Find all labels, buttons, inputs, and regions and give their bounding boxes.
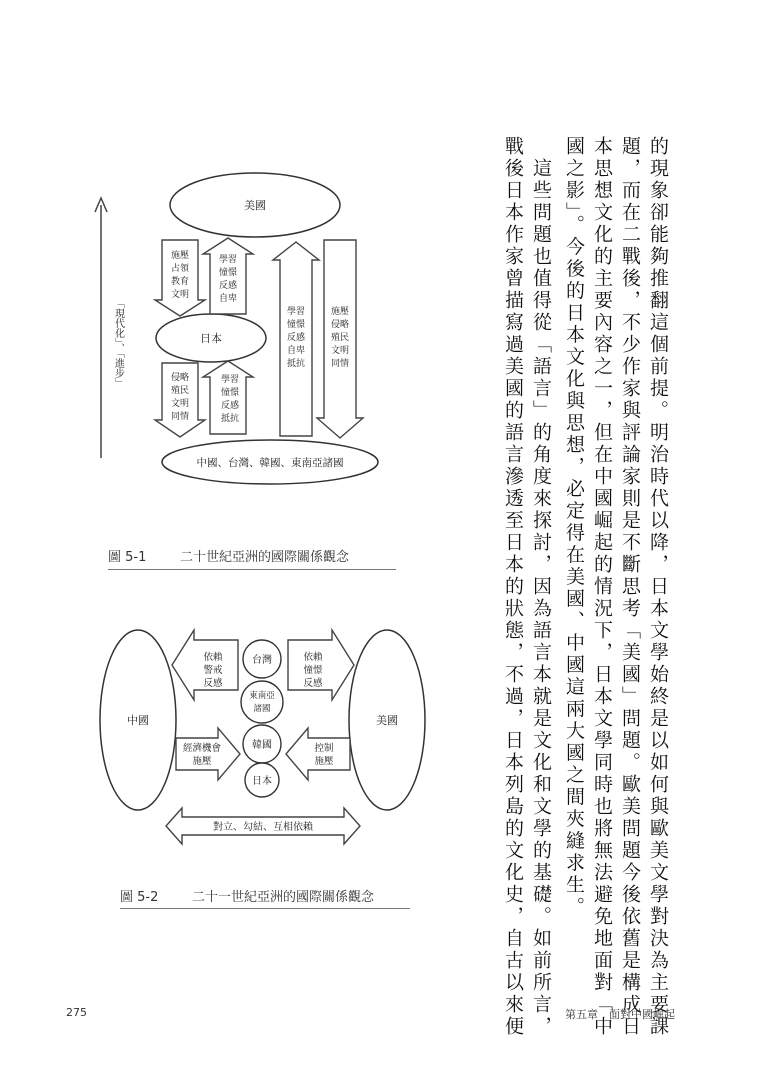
figure-5-1 bbox=[95, 173, 378, 484]
svg-text:施壓: 施壓 bbox=[330, 307, 350, 317]
svg-text:教育: 教育 bbox=[170, 277, 190, 287]
svg-text:抵抗: 抵抗 bbox=[220, 414, 240, 424]
svg-text:反感: 反感 bbox=[218, 281, 238, 291]
svg-text:侵略: 侵略 bbox=[330, 320, 350, 330]
svg-text:殖民: 殖民 bbox=[170, 386, 190, 396]
arrow-asia-to-japan bbox=[203, 361, 253, 434]
figure-5-1-title: 二十世紀亞洲的國際關係觀念 bbox=[180, 550, 350, 565]
svg-text:學習: 學習 bbox=[286, 307, 306, 317]
japan-label: 日本 bbox=[200, 332, 222, 345]
text-column-1: 的現象卻能夠推翻這個前提。明治時代以降，日本文學始終是以如何與歐美文學對決為主要課 bbox=[647, 136, 669, 1038]
svg-text:施壓: 施壓 bbox=[314, 756, 334, 767]
figure-5-1-caption bbox=[108, 546, 349, 565]
svg-text:控制: 控制 bbox=[314, 743, 334, 754]
svg-text:學習: 學習 bbox=[220, 375, 240, 385]
svg-text:殖民: 殖民 bbox=[330, 333, 350, 343]
svg-text:憧憬: 憧憬 bbox=[303, 665, 323, 676]
svg-text:韓國: 韓國 bbox=[252, 740, 272, 751]
usa-label: 美國 bbox=[244, 199, 266, 212]
svg-text:抵抗: 抵抗 bbox=[286, 359, 306, 369]
arrow-right-top bbox=[288, 630, 354, 700]
figure-5-1-caption-rule bbox=[108, 569, 396, 570]
svg-text:施壓: 施壓 bbox=[170, 251, 190, 261]
svg-text:侵略: 侵略 bbox=[170, 373, 190, 383]
text-column-2: 題，而在二戰後，不少作家與評論家則是不斷思考「美國」問題。歐美問題今後依舊是構成日 bbox=[619, 136, 641, 1038]
svg-text:反感: 反感 bbox=[203, 678, 223, 689]
arrow-asia-to-usa bbox=[273, 242, 319, 436]
svg-text:施壓: 施壓 bbox=[192, 756, 212, 767]
svg-text:文明: 文明 bbox=[330, 346, 350, 356]
text-column-3: 本思想文化的主要內容之一，但在中國崛起的情況下，日本文學同時也將無法避免地面對「中 bbox=[591, 136, 613, 1038]
svg-text:自卑: 自卑 bbox=[218, 294, 238, 304]
svg-text:反感: 反感 bbox=[220, 401, 240, 411]
chapter-title: 第五章 面對中國崛起 bbox=[565, 1008, 675, 1021]
arrow-left-top bbox=[172, 630, 238, 700]
svg-text:台灣: 台灣 bbox=[252, 655, 272, 666]
figure-5-2-caption bbox=[120, 886, 374, 905]
svg-text:對立、勾結、互相依賴: 對立、勾結、互相依賴 bbox=[213, 822, 313, 833]
svg-text:同情: 同情 bbox=[170, 412, 190, 422]
svg-text:警戒: 警戒 bbox=[203, 665, 223, 676]
text-column-5: 這些問題也值得從「語言」的角度來探討，因為語言本就是文化和文學的基礎。如前所言， bbox=[530, 136, 552, 1038]
figure-5-2-number: 圖 5-2 bbox=[120, 890, 159, 905]
arrow-usa-to-japan bbox=[155, 240, 205, 316]
svg-text:文明: 文明 bbox=[170, 399, 190, 409]
svg-text:反感: 反感 bbox=[303, 678, 323, 689]
text-column-6: 戰後日本作家曾描寫過美國的語言滲透至日本的狀態，不過，日本列島的文化史，自古以來便 bbox=[502, 136, 524, 1038]
arrow-japan-to-usa bbox=[203, 238, 253, 314]
figure-5-2 bbox=[100, 630, 425, 844]
arrow-japan-to-asia bbox=[155, 363, 205, 437]
svg-text:諸國: 諸國 bbox=[253, 704, 271, 714]
center-nodes bbox=[241, 640, 283, 797]
asia-label: 中國、台灣、韓國、東南亞諸國 bbox=[196, 457, 344, 469]
figure-5-2-title: 二十一世紀亞洲的國際關係觀念 bbox=[192, 890, 375, 905]
figure-5-2-caption-rule bbox=[120, 908, 410, 909]
figure-5-1-number: 圖 5-1 bbox=[108, 550, 147, 565]
arrow-left-bottom bbox=[176, 728, 240, 780]
svg-text:反感: 反感 bbox=[286, 333, 306, 343]
arrow-right-bottom bbox=[286, 728, 350, 780]
page-number: 275 bbox=[66, 1006, 87, 1019]
china-label: 中國 bbox=[127, 714, 149, 727]
usa-label-2: 美國 bbox=[376, 714, 398, 727]
svg-text:占領: 占領 bbox=[170, 264, 190, 274]
progress-label: 「現代化」、「進步」 bbox=[112, 298, 124, 388]
svg-text:日本: 日本 bbox=[252, 776, 272, 787]
text-column-4: 國之影」。今後的日本文化與思想，必定得在美國、中國這兩大國之間夾縫求生。 bbox=[563, 136, 585, 919]
svg-text:自卑: 自卑 bbox=[286, 346, 306, 356]
svg-text:文明: 文明 bbox=[170, 290, 190, 300]
svg-text:憧憬: 憧憬 bbox=[286, 320, 306, 330]
arrow-usa-to-asia bbox=[317, 240, 363, 438]
svg-text:同情: 同情 bbox=[330, 359, 350, 369]
svg-text:依賴: 依賴 bbox=[203, 652, 223, 663]
arrow-bottom-double bbox=[166, 808, 360, 844]
svg-text:學習: 學習 bbox=[218, 255, 238, 265]
svg-text:依賴: 依賴 bbox=[303, 652, 323, 663]
svg-text:憧憬: 憧憬 bbox=[220, 388, 240, 398]
svg-text:經濟機會: 經濟機會 bbox=[182, 743, 222, 754]
svg-text:東南亞: 東南亞 bbox=[249, 691, 275, 701]
svg-text:憧憬: 憧憬 bbox=[218, 268, 238, 278]
